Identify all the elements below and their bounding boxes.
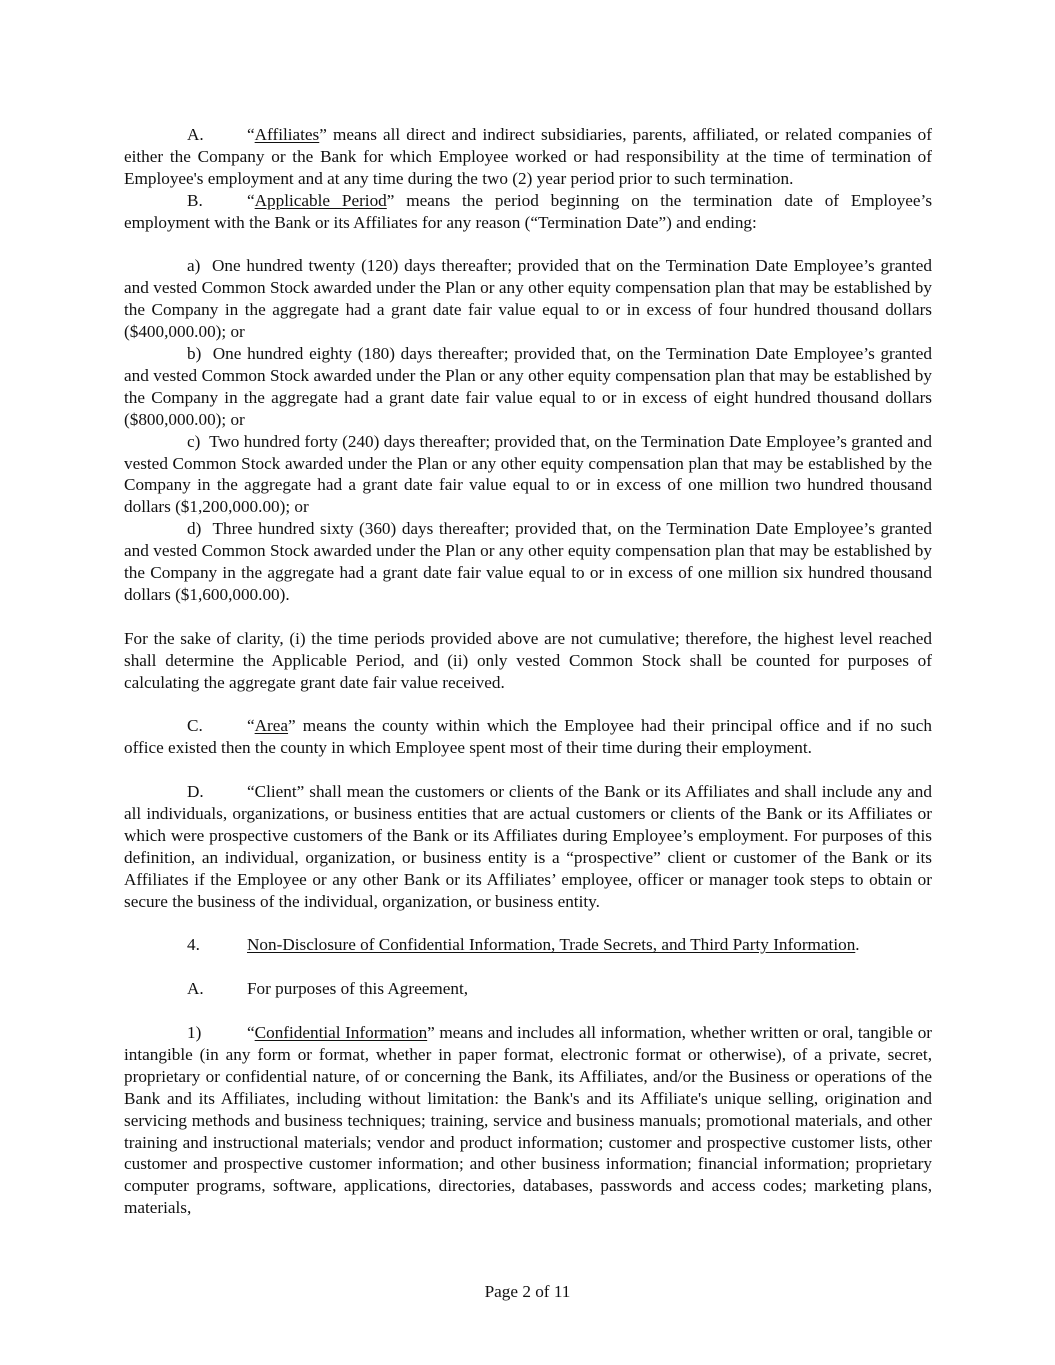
definition-text: means and includes all information, whether written or oral, tangible or intangible (in any form or format, whether in paper format, electronic format or otherwise), of a private, secret, proprietary or confidential nature, of or concerning the Bank, its Affiliates, and/or the Business or operations of the Bank and its Affiliates, including without limitation: the Bank's and its Affiliate's unique selling, origination and servicing methods and business techniques; training, service and business manuals; promotional materials, and other training and instructional materials; vendor and product information; customer and prospective customer lists, other customer and prospective customer information; and other business information; financial information; proprietary computer programs, software, applications, directories, databases, passwords and access codes; marketing plans, materials, bbox=[124, 1023, 933, 1218]
item-text: Two hundred forty (240) days thereafter; provided that, on the Termination Date Employee’s granted and vested Common Stock awarded under the Plan or any other equity compensation plan that may be established by the Company in the aggregate had a grant date fair value equal to or in excess of one million two hundred thousand dollars ($1,200,000.00); or bbox=[124, 431, 932, 517]
definition-label: A. bbox=[187, 125, 204, 144]
definition-label: B. bbox=[187, 190, 203, 210]
definition-affiliates: A. “Affiliates” means all direct and indirect subsidiaries, parents, affiliated, or related companies of either the Company or the Bank for which Employee worked or had responsibility at the time of termination of Employee's employment and at any time during the two (2) year period prior to such termination. bbox=[124, 125, 932, 188]
definition-text: means the period beginning on the termination date of Employee’s employment with the Bank or its Affiliates for any reason (“Termination Date”) and ending: bbox=[124, 190, 933, 232]
section-title: Non-Disclosure of Confidential Information, Trade Secrets, and Third Party Information bbox=[247, 935, 856, 955]
document-body bbox=[124, 124, 932, 1219]
definition-text: means all direct and indirect subsidiaries, parents, affiliated, or related companies of either the Company or the Bank for which Employee worked or had responsibility at the time of termination of Employee's employment and at any time during the two (2) year period prior to such termination. bbox=[124, 125, 932, 188]
item-label: d) bbox=[187, 519, 202, 539]
spacer bbox=[124, 956, 932, 978]
applicable-period-item bbox=[124, 518, 932, 606]
item-text: Three hundred sixty (360) days thereafter; provided that, on the Termination Date Employee’s granted and vested Common Stock awarded under the Plan or any other equity compensation plan that may be established by the Company in the aggregate had a grant date fair value equal to or in excess of one million six hundred thousand dollars ($1,600,000.00). bbox=[124, 519, 932, 605]
definition-label: 1) bbox=[187, 1023, 202, 1043]
defined-term-confidential-information: Confidential Information bbox=[254, 1023, 428, 1043]
defined-term-area: Area bbox=[254, 716, 289, 736]
defined-term-affiliates: Affiliates bbox=[254, 125, 320, 144]
defined-term-applicable-period: Applicable Period bbox=[254, 190, 387, 210]
definition-area: C. “Area” means the county within which the Employee had their principal office and if no such office existed then the county in which Employee spent most of their time during their employment. bbox=[124, 716, 932, 758]
item-label: b) bbox=[187, 344, 202, 364]
section-number: 4. bbox=[187, 935, 200, 955]
section-4a bbox=[124, 978, 932, 1000]
definition-text: “Client” shall mean the customers or clients of the Bank or its Affiliates and shall include any and all individuals, organizations, or business entities that are actual customers or clients of the Bank or its Affiliates or which were prospective customers of the Bank or its Affiliates during Employee’s employment. For purposes of this definition, an individual, organization, or business entity is a “prospective” client or customer of the Bank or its Affiliates if the Employee or any other Bank or its Affiliates’ employee, officer or manager took steps to obtain or secure the business of the individual, organization, or business entity. bbox=[124, 782, 932, 911]
item-label: c) bbox=[187, 431, 201, 451]
subsection-text: For purposes of this Agreement, bbox=[247, 979, 469, 999]
definition-text: means the county within which the Employee had their principal office and if no such office existed then the county in which Employee spent most of their time during their employment. bbox=[124, 716, 932, 758]
spacer bbox=[124, 694, 932, 716]
spacer bbox=[124, 913, 932, 935]
clarity-note: For the sake of clarity, (i) the time periods provided above are not cumulative; therefore, the highest level reached shall determine the Applicable Period, and (ii) only vested Common Stock shall be counted for purposes of calculating the aggregate grant date fair value received. bbox=[124, 628, 932, 692]
subsection-label: A. bbox=[187, 979, 204, 999]
applicable-period-item bbox=[124, 255, 932, 343]
spacer bbox=[124, 1000, 932, 1022]
spacer bbox=[124, 759, 932, 781]
definition-client bbox=[124, 781, 932, 912]
spacer bbox=[124, 606, 932, 628]
definition-label: D. bbox=[187, 782, 204, 802]
spacer bbox=[124, 234, 932, 256]
section-4-heading: 4. Non-Disclosure of Confidential Information, Trade Secrets, and Third Party Information. bbox=[187, 935, 860, 955]
item-text: One hundred twenty (120) days thereafter; provided that on the Termination Date Employee’s granted and vested Common Stock awarded under the Plan or any other equity compensation plan that may be established by the Company in the aggregate had a grant date fair value equal to or in excess of four hundred thousand dollars ($400,000.00); or bbox=[124, 256, 932, 342]
page-number-footer: Page 2 of 11 bbox=[484, 1282, 571, 1301]
applicable-period-item bbox=[124, 343, 932, 431]
item-text: One hundred eighty (180) days thereafter; provided that, on the Termination Date Employee’s granted and vested Common Stock awarded under the Plan or any other equity compensation plan that may be established by the Company in the aggregate had a grant date fair value equal to or in excess of eight hundred thousand dollars ($800,000.00); or bbox=[124, 344, 932, 429]
definition-label: C. bbox=[187, 716, 203, 736]
applicable-period-item bbox=[124, 431, 932, 519]
definition-applicable-period: B. “Applicable Period” means the period beginning on the termination date of Employee’s employment with the Bank or its Affiliates for any reason (“Termination Date”) and ending: bbox=[124, 190, 933, 232]
item-label: a) bbox=[187, 256, 201, 276]
definition-confidential-information: 1) “Confidential Information” means and includes all information, whether written or oral, tangible or intangible (in any form or format, whether in paper format, electronic format or otherwise), of a private, secret, proprietary or confidential nature, of or concerning the Bank, its Affiliates, and/or the Business or operations of the Bank and its Affiliates, including without limitation: the Bank's and its Affiliate's unique selling, origination and servicing methods and business techniques; training, service and business manuals; promotional materials, and other training and instructional materials; vendor and product information; customer and prospective customer lists, other customer and prospective customer information; and other business information; financial information; proprietary computer programs, software, applications, directories, databases, passwords and access codes; marketing plans, materials, bbox=[124, 1023, 933, 1218]
